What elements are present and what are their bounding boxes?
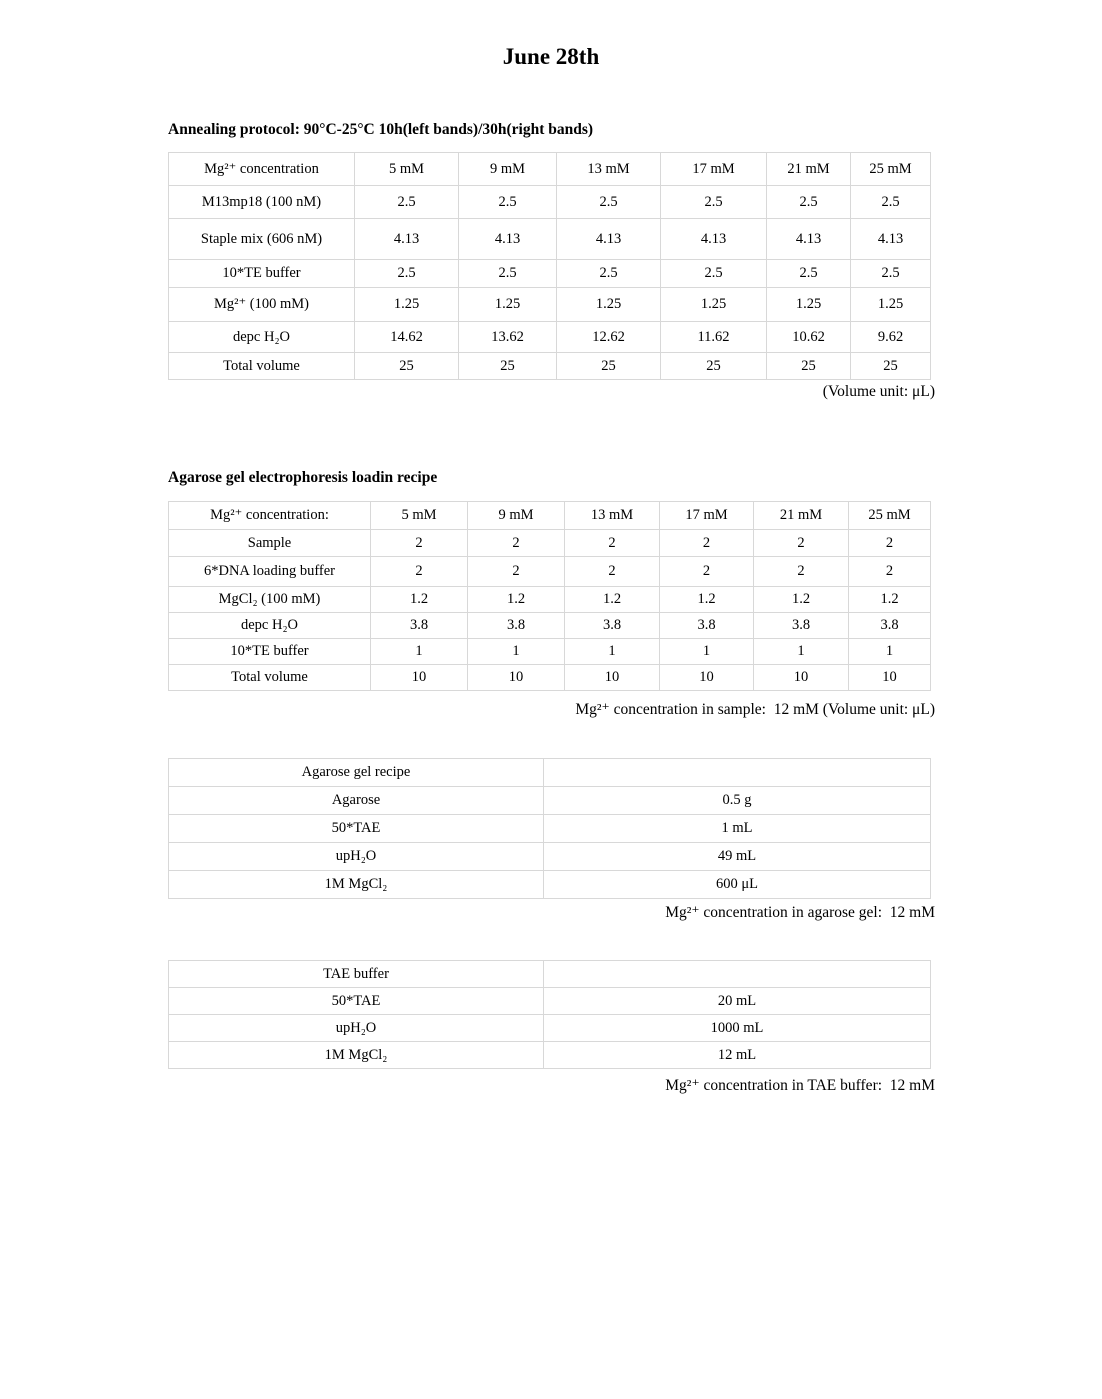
table-cell: 1.2	[849, 587, 931, 613]
row-label: MgCl₂ (100 mM)	[169, 587, 371, 613]
table-row	[169, 587, 931, 613]
table-cell: 1.25	[767, 288, 851, 322]
table-cell: 10	[468, 665, 565, 691]
table-cell: 2	[565, 557, 660, 587]
table-row	[169, 1042, 931, 1069]
table-cell: 2	[660, 557, 754, 587]
table-cell: 12 mL	[544, 1042, 931, 1069]
table-row	[169, 288, 931, 322]
table-row	[169, 815, 931, 843]
table-cell: 2	[371, 530, 468, 557]
table-cell	[544, 759, 931, 787]
table-header-row	[169, 502, 931, 530]
column-header: 5 mM	[355, 153, 459, 186]
table-row	[169, 219, 931, 260]
column-header: 13 mM	[565, 502, 660, 530]
row-label: upH₂O	[169, 843, 544, 871]
row-label: 50*TAE	[169, 988, 544, 1015]
table-cell: 10	[754, 665, 849, 691]
row-label: Staple mix (606 nM)	[169, 219, 355, 260]
column-header: Mg²⁺ concentration:	[169, 502, 371, 530]
table-cell: 1.2	[565, 587, 660, 613]
row-label: depc H₂O	[169, 322, 355, 353]
table-cell: 2	[468, 530, 565, 557]
table-row	[169, 1015, 931, 1042]
table-cell: 3.8	[849, 613, 931, 639]
table-cell: 10	[371, 665, 468, 691]
table-cell: 2	[565, 530, 660, 557]
column-header: 17 mM	[660, 502, 754, 530]
row-label: Agarose	[169, 787, 544, 815]
table-cell: 2	[754, 530, 849, 557]
table-cell: 1.2	[754, 587, 849, 613]
table-cell: 1.25	[355, 288, 459, 322]
table-cell: 3.8	[565, 613, 660, 639]
gel-loading-table	[168, 501, 931, 691]
row-label: 10*TE buffer	[169, 260, 355, 288]
table-cell: 2.5	[557, 260, 661, 288]
column-header: Mg²⁺ concentration	[169, 153, 355, 186]
table-cell: 25	[459, 353, 557, 380]
table-cell: 2	[371, 557, 468, 587]
table-cell: 1.25	[851, 288, 931, 322]
table-row	[169, 759, 931, 787]
table-cell: 2.5	[767, 186, 851, 219]
annealing-protocol-table	[168, 152, 931, 380]
row-label: Mg²⁺ (100 mM)	[169, 288, 355, 322]
column-header: 25 mM	[851, 153, 931, 186]
table-cell: 3.8	[660, 613, 754, 639]
row-label: upH₂O	[169, 1015, 544, 1042]
table-cell: 20 mL	[544, 988, 931, 1015]
table-cell: 2.5	[355, 260, 459, 288]
table-cell: 25	[661, 353, 767, 380]
row-label: 6*DNA loading buffer	[169, 557, 371, 587]
table-cell: 4.13	[355, 219, 459, 260]
row-label: Sample	[169, 530, 371, 557]
table-cell: 2.5	[557, 186, 661, 219]
table-row	[169, 322, 931, 353]
annealing-section-heading: Annealing protocol: 90°C-25°C 10h(left bands)/30h(right bands)	[168, 121, 594, 138]
table-cell: 2.5	[459, 186, 557, 219]
column-header: 9 mM	[468, 502, 565, 530]
table-cell: 2	[660, 530, 754, 557]
table-cell: 13.62	[459, 322, 557, 353]
table-cell: 25	[557, 353, 661, 380]
table-cell: 4.13	[661, 219, 767, 260]
row-label: M13mp18 (100 nM)	[169, 186, 355, 219]
table-cell: 1	[754, 639, 849, 665]
table-cell: 14.62	[355, 322, 459, 353]
table-cell: 2.5	[459, 260, 557, 288]
table-cell: 1.25	[661, 288, 767, 322]
table-cell: 1	[660, 639, 754, 665]
table-cell: 10.62	[767, 322, 851, 353]
agarose-gel-recipe-table	[168, 758, 931, 899]
table-cell: 10	[849, 665, 931, 691]
table-cell: 4.13	[767, 219, 851, 260]
column-header: 21 mM	[767, 153, 851, 186]
table-row	[169, 961, 931, 988]
loading-section-heading: Agarose gel electrophoresis loadin recipe	[168, 469, 438, 486]
table-row	[169, 557, 931, 587]
table-row	[169, 787, 931, 815]
table-cell: 2.5	[355, 186, 459, 219]
row-label: depc H₂O	[169, 613, 371, 639]
table-cell: 3.8	[754, 613, 849, 639]
table-cell: 2.5	[661, 186, 767, 219]
table-row	[169, 353, 931, 380]
table-row	[169, 988, 931, 1015]
column-header: 17 mM	[661, 153, 767, 186]
table-row	[169, 639, 931, 665]
table-cell: 1000 mL	[544, 1015, 931, 1042]
table-row	[169, 871, 931, 899]
row-label: Agarose gel recipe	[169, 759, 544, 787]
row-label: 1M MgCl₂	[169, 1042, 544, 1069]
table-row	[169, 665, 931, 691]
table-cell: 600 μL	[544, 871, 931, 899]
table-cell: 0.5 g	[544, 787, 931, 815]
table-cell: 2	[468, 557, 565, 587]
table-cell: 10	[565, 665, 660, 691]
table-cell: 4.13	[459, 219, 557, 260]
row-label: Total volume	[169, 665, 371, 691]
table-cell: 25	[851, 353, 931, 380]
table-cell: 2	[849, 530, 931, 557]
page-title: June 28th	[502, 44, 600, 69]
table-cell: 2.5	[767, 260, 851, 288]
table-cell: 2	[849, 557, 931, 587]
table-cell: 25	[355, 353, 459, 380]
table-cell: 9.62	[851, 322, 931, 353]
table-cell: 4.13	[557, 219, 661, 260]
tae-buffer-concentration-caption: Mg²⁺ concentration in TAE buffer: 12 mM	[665, 1077, 935, 1094]
table-cell: 2.5	[851, 186, 931, 219]
row-label: 10*TE buffer	[169, 639, 371, 665]
table-cell: 2.5	[661, 260, 767, 288]
agarose-gel-concentration-caption: Mg²⁺ concentration in agarose gel: 12 mM	[665, 904, 935, 921]
table-cell: 1.2	[371, 587, 468, 613]
table-cell: 1.25	[557, 288, 661, 322]
table-cell: 3.8	[468, 613, 565, 639]
row-label: TAE buffer	[169, 961, 544, 988]
table-row	[169, 613, 931, 639]
row-label: 50*TAE	[169, 815, 544, 843]
table-row	[169, 843, 931, 871]
table-cell: 12.62	[557, 322, 661, 353]
table-row	[169, 530, 931, 557]
table-cell: 1	[849, 639, 931, 665]
table-header-row	[169, 153, 931, 186]
table-cell: 25	[767, 353, 851, 380]
tae-buffer-table	[168, 960, 931, 1069]
table-cell: 1 mL	[544, 815, 931, 843]
table-row	[169, 260, 931, 288]
table-cell	[544, 961, 931, 988]
annealing-volume-unit-caption: (Volume unit: μL)	[822, 383, 935, 400]
column-header: 9 mM	[459, 153, 557, 186]
table-row	[169, 186, 931, 219]
table-cell: 3.8	[371, 613, 468, 639]
table-cell: 1.2	[468, 587, 565, 613]
row-label: Total volume	[169, 353, 355, 380]
table-cell: 10	[660, 665, 754, 691]
table-cell: 1	[371, 639, 468, 665]
table-cell: 1.2	[660, 587, 754, 613]
table-cell: 2.5	[851, 260, 931, 288]
sample-concentration-caption: Mg²⁺ concentration in sample: 12 mM (Volume unit: μL)	[575, 701, 935, 718]
table-cell: 1	[468, 639, 565, 665]
table-cell: 11.62	[661, 322, 767, 353]
table-cell: 2	[754, 557, 849, 587]
column-header: 25 mM	[849, 502, 931, 530]
column-header: 13 mM	[557, 153, 661, 186]
table-cell: 1	[565, 639, 660, 665]
row-label: 1M MgCl₂	[169, 871, 544, 899]
table-cell: 49 mL	[544, 843, 931, 871]
column-header: 21 mM	[754, 502, 849, 530]
column-header: 5 mM	[371, 502, 468, 530]
table-cell: 4.13	[851, 219, 931, 260]
table-cell: 1.25	[459, 288, 557, 322]
